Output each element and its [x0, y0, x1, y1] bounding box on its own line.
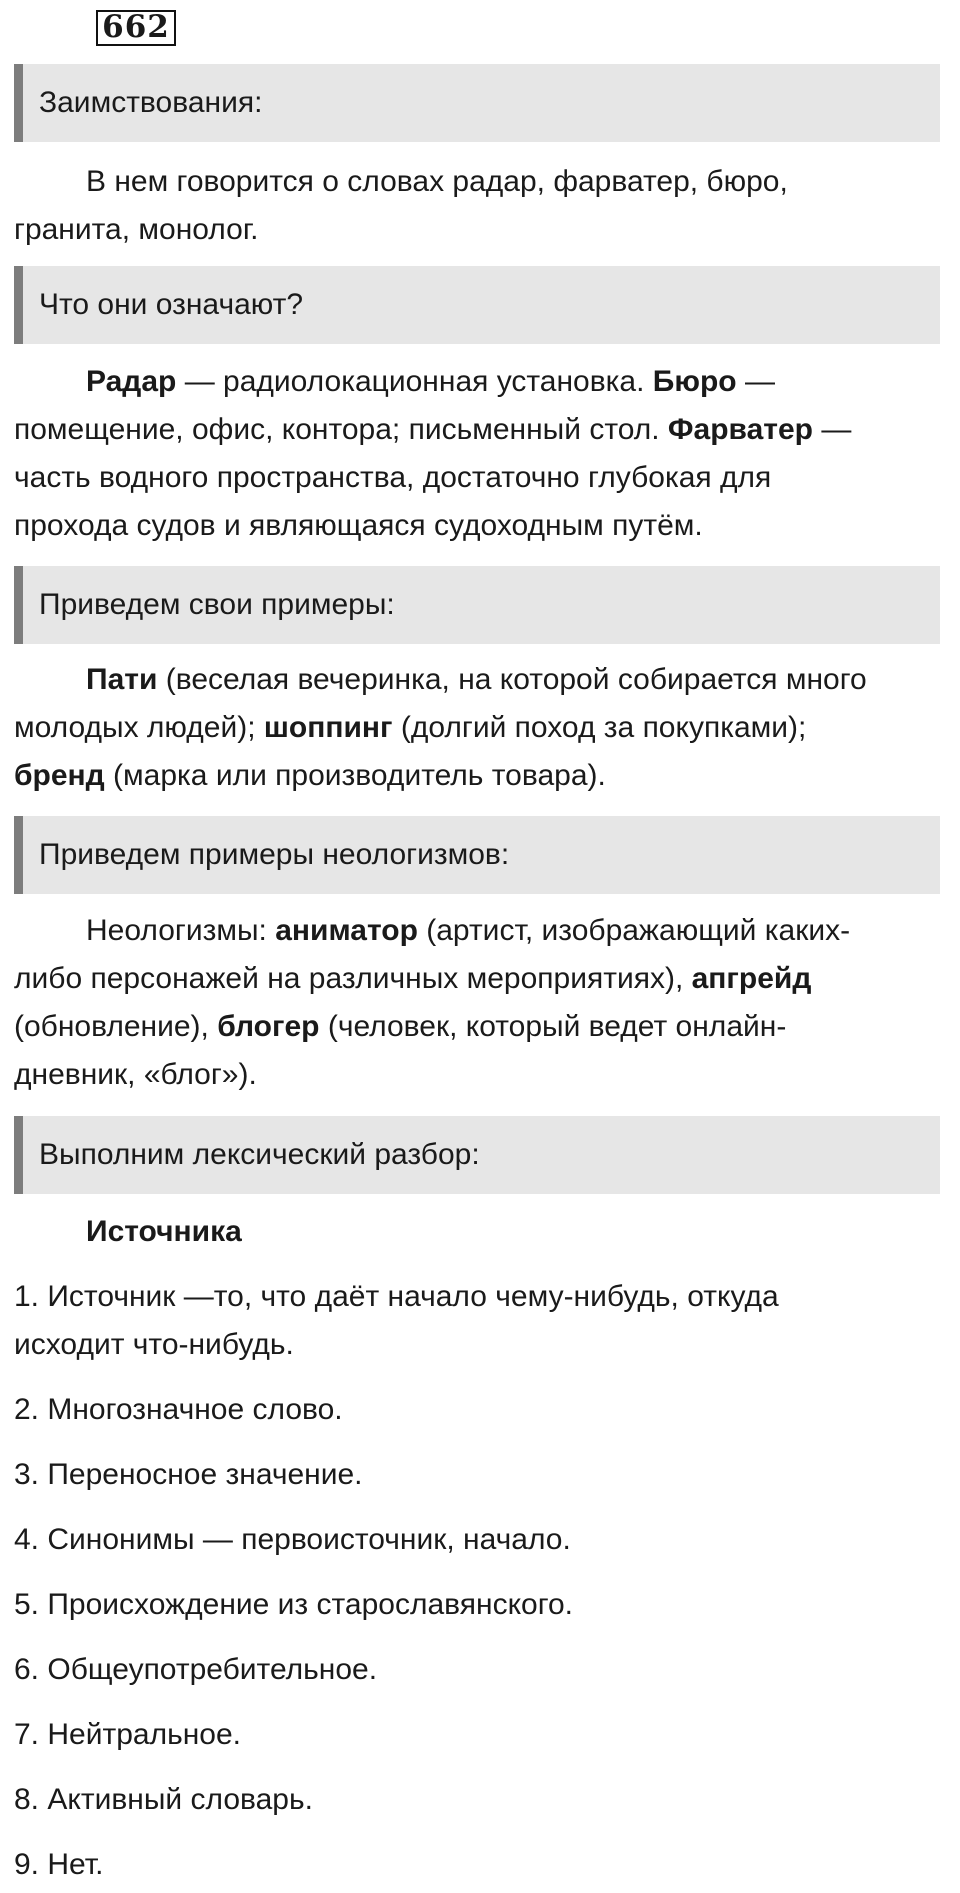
- text-fragment: молодых людей);: [14, 711, 264, 744]
- term-istochnika: Источника: [86, 1215, 242, 1248]
- text-fragment: либо персонажей на различных мероприятиях),: [14, 962, 692, 995]
- text-fragment: (артист, изображающий каких-: [417, 914, 851, 947]
- text-fragment: помещение, офис, контора; письменный стол.: [14, 413, 668, 446]
- term-radar: Радар: [86, 365, 177, 398]
- analysis-word: [14, 1208, 954, 1256]
- text-fragment: часть водного пространства, достаточно глубокая для: [14, 461, 772, 494]
- paragraph-neologisms: [14, 907, 954, 1099]
- analysis-item-1: [14, 1273, 954, 1369]
- analysis-item-8: 8. Активный словарь.: [14, 1783, 313, 1816]
- analysis-item-7: 7. Нейтральное.: [14, 1718, 241, 1751]
- term-buro: Бюро: [652, 365, 737, 398]
- text-fragment: (человек, который ведет онлайн-: [319, 1010, 787, 1043]
- text-fragment: (веселая вечеринка, на которой собирается много: [157, 663, 867, 696]
- term-shopping: шоппинг: [263, 711, 393, 744]
- text-line: гранита, монолог.: [14, 213, 259, 246]
- section-header-borrowings: Заимствования:: [14, 64, 940, 142]
- section-header-meanings: Что они означают?: [14, 266, 940, 344]
- paragraph-own-examples: [14, 656, 954, 800]
- text-fragment: прохода судов и являющаяся судоходным путём.: [14, 509, 703, 542]
- term-bloger: блогер: [217, 1010, 320, 1043]
- analysis-item-6: 6. Общеупотребительное.: [14, 1653, 378, 1686]
- analysis-item-5: 5. Происхождение из старославянского.: [14, 1588, 574, 1621]
- text-fragment: —: [812, 413, 852, 446]
- text-fragment: —: [736, 365, 775, 398]
- section-header-lexical-analysis: Выполним лексический разбор:: [14, 1116, 940, 1194]
- paragraph-meanings: [14, 358, 954, 550]
- term-brand: бренд: [14, 759, 105, 792]
- section-header-own-examples: Приведем свои примеры:: [14, 566, 940, 644]
- text-line: 1. Источник —то, что даёт начало чему-нибудь, откуда: [14, 1280, 779, 1313]
- text-fragment: (обновление),: [14, 1010, 218, 1043]
- analysis-item-9: 9. Нет.: [14, 1848, 104, 1881]
- text-fragment: дневник, «блог»).: [14, 1058, 257, 1091]
- text-line: В нем говорится о словах радар, фарватер, бюро,: [86, 165, 788, 198]
- analysis-item-3: 3. Переносное значение.: [14, 1458, 363, 1491]
- analysis-item-4: 4. Синонимы — первоисточник, начало.: [14, 1523, 571, 1556]
- text-fragment: — радиолокационная установка.: [176, 365, 653, 398]
- text-fragment: (долгий поход за покупками);: [392, 711, 807, 744]
- paragraph-borrowings: [14, 158, 954, 254]
- analysis-item-2: 2. Многозначное слово.: [14, 1393, 343, 1426]
- section-header-neologisms: Приведем примеры неологизмов:: [14, 816, 940, 894]
- term-farvater: Фарватер: [667, 413, 813, 446]
- text-line: исходит что-нибудь.: [14, 1328, 294, 1361]
- text-fragment: Неологизмы:: [86, 914, 276, 947]
- task-number: 662: [96, 10, 176, 46]
- term-pati: Пати: [86, 663, 158, 696]
- text-fragment: (марка или производитель товара).: [104, 759, 606, 792]
- term-animator: аниматор: [275, 914, 418, 947]
- term-upgrade: апгрейд: [691, 962, 812, 995]
